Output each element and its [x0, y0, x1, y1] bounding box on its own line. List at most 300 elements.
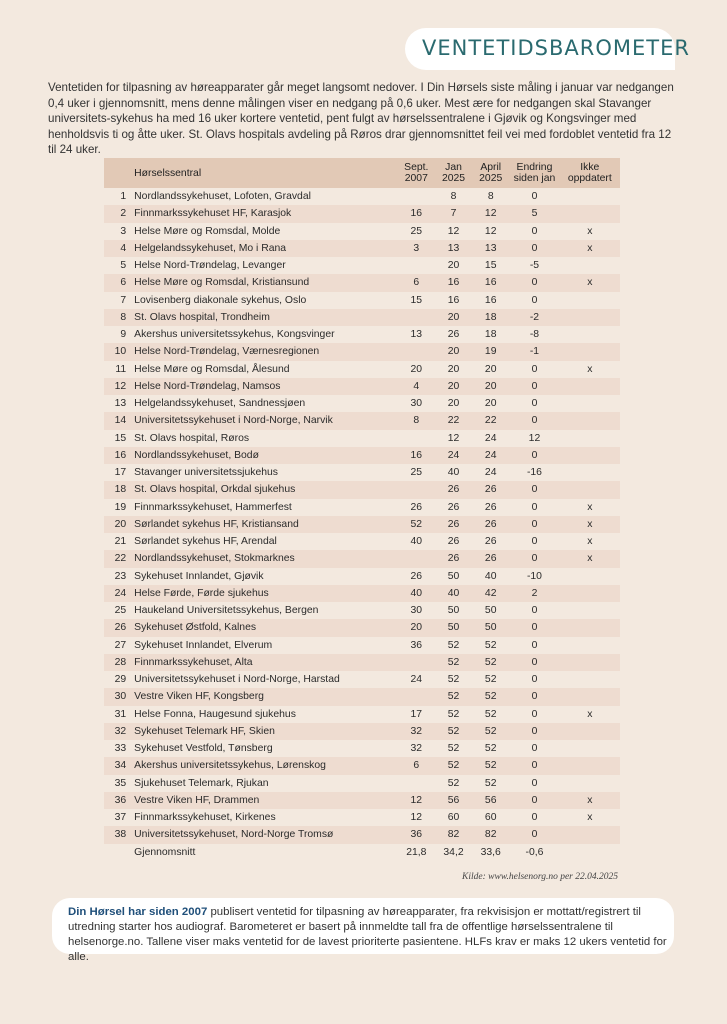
cell-ikke-oppdatert: x: [560, 516, 620, 533]
cell-name: Helse Møre og Romsdal, Ålesund: [134, 361, 398, 378]
table-row: [104, 274, 620, 291]
cell-ikke-oppdatert: x: [560, 706, 620, 723]
cell-sept2007: 3: [398, 240, 435, 257]
cell-ikke-oppdatert: x: [560, 809, 620, 826]
cell-number: 15: [104, 430, 134, 447]
cell-name: Universitetssykehuset i Nord-Norge, Harstad: [134, 671, 398, 688]
cell-ikke-oppdatert: [560, 378, 620, 395]
cell-number: 33: [104, 740, 134, 757]
cell-number: 19: [104, 499, 134, 516]
table-row: [104, 343, 620, 360]
cell-number: 5: [104, 257, 134, 274]
footer-strong: Din Hørsel har siden 2007: [68, 906, 208, 918]
cell-april2025: 52: [472, 671, 509, 688]
cell-jan2025: 20: [435, 309, 472, 326]
cell-april2025: 52: [472, 706, 509, 723]
cell-jan2025: 16: [435, 274, 472, 291]
cell-number: 21: [104, 533, 134, 550]
cell-name: St. Olavs hospital, Trondheim: [134, 309, 398, 326]
cell-april2025: 40: [472, 568, 509, 585]
cell-jan2025: 50: [435, 602, 472, 619]
cell-name: Helgelandssykehuset, Mo i Rana: [134, 240, 398, 257]
table-row: [104, 395, 620, 412]
cell-jan2025: 52: [435, 671, 472, 688]
header-name: Hørselssentral: [134, 158, 398, 188]
cell-endring: -5: [509, 257, 559, 274]
cell-endring: 0: [509, 533, 559, 550]
cell-april2025: 13: [472, 240, 509, 257]
cell-number: 23: [104, 568, 134, 585]
cell-name: Akershus universitetssykehus, Kongsvinger: [134, 326, 398, 343]
table-row: [104, 257, 620, 274]
cell-jan2025: 52: [435, 757, 472, 774]
source-note: Kilde: www.helsenorg.no per 22.04.2025: [462, 872, 618, 882]
cell-jan2025: 12: [435, 430, 472, 447]
cell-endring: 0: [509, 378, 559, 395]
cell-april2025: 26: [472, 550, 509, 567]
cell-name: Sørlandet sykehus HF, Kristiansand: [134, 516, 398, 533]
table-row: [104, 550, 620, 567]
cell-number: 13: [104, 395, 134, 412]
cell-name: Finnmarkssykehuset, Hammerfest: [134, 499, 398, 516]
cell-name: Nordlandssykehuset, Stokmarknes: [134, 550, 398, 567]
cell-number: 4: [104, 240, 134, 257]
cell-number: 36: [104, 792, 134, 809]
table-row: [104, 223, 620, 240]
cell-number: 16: [104, 447, 134, 464]
cell-number: 31: [104, 706, 134, 723]
cell-ikke-oppdatert: x: [560, 223, 620, 240]
table-row: [104, 740, 620, 757]
cell-april2025: 50: [472, 602, 509, 619]
cell-sept2007: 20: [398, 619, 435, 636]
cell-name: Nordlandssykehuset, Lofoten, Gravdal: [134, 188, 398, 205]
cell-sept2007: 40: [398, 585, 435, 602]
cell-endring: 0: [509, 361, 559, 378]
cell-april2025: 56: [472, 792, 509, 809]
cell-name: Lovisenberg diakonale sykehus, Oslo: [134, 292, 398, 309]
table-row: [104, 464, 620, 481]
cell-endring: 0: [509, 671, 559, 688]
cell-name: Universitetssykehuset i Nord-Norge, Narvik: [134, 412, 398, 429]
cell-ikke-oppdatert: [560, 481, 620, 498]
cell-jan2025: 12: [435, 223, 472, 240]
table-row: [104, 809, 620, 826]
cell-endring: 0: [509, 602, 559, 619]
cell-jan2025: 40: [435, 464, 472, 481]
cell-number: 9: [104, 326, 134, 343]
cell-endring: 0: [509, 809, 559, 826]
cell-endring: 0: [509, 757, 559, 774]
cell-sept2007: 12: [398, 809, 435, 826]
cell-ikke-oppdatert: [560, 188, 620, 205]
cell-endring: 0: [509, 274, 559, 291]
cell-name: Helgelandssykehuset, Sandnessjøen: [134, 395, 398, 412]
cell-number: 30: [104, 688, 134, 705]
cell-jan2025: 20: [435, 257, 472, 274]
cell-name: Finnmarkssykehuset, Alta: [134, 654, 398, 671]
cell-sept2007: 13: [398, 326, 435, 343]
cell-ikke-oppdatert: [560, 447, 620, 464]
cell-endring: 0: [509, 723, 559, 740]
cell-sept2007: 52: [398, 516, 435, 533]
cell-april2025: 26: [472, 499, 509, 516]
cell-number: 26: [104, 619, 134, 636]
cell-name: Helse Nord-Trøndelag, Værnesregionen: [134, 343, 398, 360]
cell-april2025: 52: [472, 740, 509, 757]
cell-jan2025: 26: [435, 533, 472, 550]
cell-ikke-oppdatert: [560, 343, 620, 360]
cell-ikke-oppdatert: [560, 637, 620, 654]
cell-jan2025: 20: [435, 361, 472, 378]
table-row: [104, 326, 620, 343]
cell-ikke-oppdatert: [560, 619, 620, 636]
cell-april2025: 22: [472, 412, 509, 429]
cell-number: 38: [104, 826, 134, 843]
cell-number: 37: [104, 809, 134, 826]
cell-jan2025: 52: [435, 740, 472, 757]
cell-endring: 0: [509, 637, 559, 654]
cell-sept2007: 30: [398, 395, 435, 412]
cell-jan2025: 24: [435, 447, 472, 464]
cell-name: Sjukehuset Telemark, Rjukan: [134, 775, 398, 792]
cell-ikke-oppdatert: x: [560, 550, 620, 567]
cell-sept2007: 36: [398, 637, 435, 654]
cell-sept2007: 36: [398, 826, 435, 843]
cell-endring: -1: [509, 343, 559, 360]
cell-jan2025: 52: [435, 775, 472, 792]
cell-april2025: 18: [472, 326, 509, 343]
cell-april2025: 52: [472, 637, 509, 654]
cell-endring: 0: [509, 395, 559, 412]
table-row: [104, 619, 620, 636]
table-row: [104, 775, 620, 792]
cell-april2025: 19: [472, 343, 509, 360]
cell-sept2007: 6: [398, 757, 435, 774]
cell-april2025: 52: [472, 723, 509, 740]
cell-jan2025: 52: [435, 723, 472, 740]
cell-ikke-oppdatert: x: [560, 240, 620, 257]
cell-endring: -10: [509, 568, 559, 585]
cell-ikke-oppdatert: [560, 257, 620, 274]
table-row: [104, 706, 620, 723]
header-april2025: April 2025: [472, 158, 509, 188]
table-row: [104, 637, 620, 654]
cell-name: Haukeland Universitetssykehus, Bergen: [134, 602, 398, 619]
cell-april2025: 24: [472, 447, 509, 464]
table-row: [104, 757, 620, 774]
cell-jan2025: 22: [435, 412, 472, 429]
cell-number: 6: [104, 274, 134, 291]
cell-number: 10: [104, 343, 134, 360]
cell-number: 25: [104, 602, 134, 619]
table-row: [104, 792, 620, 809]
cell-sept2007: 6: [398, 274, 435, 291]
cell-endring: 2: [509, 585, 559, 602]
cell-number: 35: [104, 775, 134, 792]
average-label: Gjennomsnitt: [134, 844, 398, 861]
cell-ikke-oppdatert: x: [560, 274, 620, 291]
cell-april2025: 24: [472, 430, 509, 447]
cell-april2025: 20: [472, 378, 509, 395]
cell-number: [104, 844, 134, 861]
cell-endring: 12: [509, 430, 559, 447]
cell-ikke-oppdatert: [560, 757, 620, 774]
cell-sept2007: 25: [398, 223, 435, 240]
table-row: [104, 671, 620, 688]
cell-sept2007: 16: [398, 205, 435, 222]
cell-ikke-oppdatert: x: [560, 792, 620, 809]
cell-ikke-oppdatert: [560, 585, 620, 602]
cell-april2025: 52: [472, 775, 509, 792]
cell-april2025: 20: [472, 395, 509, 412]
cell-number: 14: [104, 412, 134, 429]
cell-jan2025: 26: [435, 481, 472, 498]
cell-ikke-oppdatert: [560, 775, 620, 792]
cell-name: Vestre Viken HF, Drammen: [134, 792, 398, 809]
cell-sept2007: 4: [398, 378, 435, 395]
cell-ikke-oppdatert: [560, 568, 620, 585]
table-row: [104, 499, 620, 516]
cell-name: Sykehuset Innlandet, Elverum: [134, 637, 398, 654]
cell-sept2007: 16: [398, 447, 435, 464]
cell-ikke-oppdatert: [560, 826, 620, 843]
cell-name: Helse Fonna, Haugesund sjukehus: [134, 706, 398, 723]
cell-name: Sørlandet sykehus HF, Arendal: [134, 533, 398, 550]
footer-body: publisert ventetid for tilpasning av høreapparater, fra rekvisisjon er mottatt/registrert til utredning starter hos audiograf. Barometeret er basert på innmeldte tall fra de offentlige hørselssentralene til helsenorge.no. Tallene viser maks ventetid for de lavest prioriterte pasientene. HLFs krav er maks 12 ukers ventetid for alle.: [68, 906, 667, 963]
cell-number: 3: [104, 223, 134, 240]
cell-endring: -8: [509, 326, 559, 343]
table-row: [104, 826, 620, 843]
cell-number: 29: [104, 671, 134, 688]
cell-number: 7: [104, 292, 134, 309]
header-number: [104, 158, 134, 188]
cell-ikke-oppdatert: [560, 309, 620, 326]
cell-sept2007: [398, 343, 435, 360]
table-row: [104, 533, 620, 550]
cell-jan2025: 13: [435, 240, 472, 257]
cell-endring: 0: [509, 775, 559, 792]
cell-endring: 0: [509, 223, 559, 240]
cell-endring: 0: [509, 481, 559, 498]
cell-ikke-oppdatert: [560, 326, 620, 343]
waiting-time-table: [104, 158, 620, 861]
cell-april2025: 26: [472, 481, 509, 498]
cell-number: 8: [104, 309, 134, 326]
table-row: [104, 240, 620, 257]
cell-april2025: 52: [472, 757, 509, 774]
cell-number: 11: [104, 361, 134, 378]
table-row: [104, 188, 620, 205]
average-endring: -0,6: [509, 844, 559, 861]
cell-april2025: 20: [472, 361, 509, 378]
cell-name: Nordlandssykehuset, Bodø: [134, 447, 398, 464]
cell-ikke-oppdatert: [560, 395, 620, 412]
cell-name: Stavanger universitetssjukehus: [134, 464, 398, 481]
cell-ikke-oppdatert: x: [560, 361, 620, 378]
table-row: [104, 292, 620, 309]
cell-jan2025: 26: [435, 516, 472, 533]
cell-endring: 0: [509, 516, 559, 533]
cell-number: 34: [104, 757, 134, 774]
cell-sept2007: 30: [398, 602, 435, 619]
cell-number: 2: [104, 205, 134, 222]
cell-number: 18: [104, 481, 134, 498]
table-row: [104, 309, 620, 326]
cell-jan2025: 20: [435, 343, 472, 360]
cell-name: Vestre Viken HF, Kongsberg: [134, 688, 398, 705]
table-row: [104, 430, 620, 447]
table-row: [104, 568, 620, 585]
cell-name: Sykehuset Vestfold, Tønsberg: [134, 740, 398, 757]
cell-ikke-oppdatert: [560, 602, 620, 619]
cell-number: 24: [104, 585, 134, 602]
table-row: [104, 412, 620, 429]
cell-sept2007: 40: [398, 533, 435, 550]
cell-ikke-oppdatert: x: [560, 499, 620, 516]
cell-april2025: 42: [472, 585, 509, 602]
average-april2025: 33,6: [472, 844, 509, 861]
cell-sept2007: [398, 309, 435, 326]
cell-april2025: 12: [472, 223, 509, 240]
cell-sept2007: 26: [398, 568, 435, 585]
cell-endring: 0: [509, 240, 559, 257]
cell-sept2007: 24: [398, 671, 435, 688]
cell-jan2025: 56: [435, 792, 472, 809]
cell-endring: -2: [509, 309, 559, 326]
cell-endring: 0: [509, 447, 559, 464]
table-row: [104, 205, 620, 222]
cell-ikke-oppdatert: [560, 205, 620, 222]
cell-endring: 0: [509, 412, 559, 429]
cell-name: Helse Nord-Trøndelag, Namsos: [134, 378, 398, 395]
cell-april2025: 52: [472, 654, 509, 671]
cell-sept2007: 32: [398, 723, 435, 740]
cell-ikke-oppdatert: [560, 654, 620, 671]
cell-ikke-oppdatert: [560, 688, 620, 705]
cell-endring: 0: [509, 688, 559, 705]
cell-sept2007: 12: [398, 792, 435, 809]
cell-sept2007: [398, 430, 435, 447]
cell-jan2025: 52: [435, 688, 472, 705]
cell-name: Universitetssykehuset, Nord-Norge Tromsø: [134, 826, 398, 843]
cell-jan2025: 52: [435, 637, 472, 654]
cell-ikke-oppdatert: [560, 430, 620, 447]
cell-jan2025: 26: [435, 550, 472, 567]
cell-endring: 0: [509, 792, 559, 809]
cell-number: 32: [104, 723, 134, 740]
cell-name: Sykehuset Innlandet, Gjøvik: [134, 568, 398, 585]
average-jan2025: 34,2: [435, 844, 472, 861]
cell-ikke-oppdatert: [560, 412, 620, 429]
cell-april2025: 15: [472, 257, 509, 274]
cell-sept2007: [398, 188, 435, 205]
cell-jan2025: 52: [435, 654, 472, 671]
header-ikke-oppdatert: Ikke oppdatert: [560, 158, 620, 188]
cell-sept2007: 20: [398, 361, 435, 378]
cell-name: Sykehuset Østfold, Kalnes: [134, 619, 398, 636]
table-header-row: [104, 158, 620, 188]
table-row: [104, 516, 620, 533]
cell-jan2025: 60: [435, 809, 472, 826]
cell-endring: 0: [509, 499, 559, 516]
table-row: [104, 361, 620, 378]
cell-sept2007: [398, 257, 435, 274]
cell-april2025: 50: [472, 619, 509, 636]
cell-ikke-oppdatert: [560, 671, 620, 688]
cell-april2025: 52: [472, 688, 509, 705]
footer-text: [68, 905, 668, 965]
page-title: VENTETIDSBAROMETER: [422, 36, 690, 60]
cell-sept2007: 17: [398, 706, 435, 723]
cell-sept2007: [398, 654, 435, 671]
table-row: [104, 688, 620, 705]
average-sept2007: 21,8: [398, 844, 435, 861]
cell-sept2007: [398, 688, 435, 705]
table-row: [104, 723, 620, 740]
cell-jan2025: 26: [435, 326, 472, 343]
cell-endring: 0: [509, 654, 559, 671]
table-row: [104, 585, 620, 602]
cell-name: Helse Møre og Romsdal, Kristiansund: [134, 274, 398, 291]
cell-endring: 0: [509, 740, 559, 757]
cell-jan2025: 82: [435, 826, 472, 843]
cell-jan2025: 7: [435, 205, 472, 222]
cell-april2025: 26: [472, 516, 509, 533]
cell-endring: -16: [509, 464, 559, 481]
cell-endring: 0: [509, 292, 559, 309]
cell-name: Helse Førde, Førde sjukehus: [134, 585, 398, 602]
cell-number: 22: [104, 550, 134, 567]
cell-endring: 0: [509, 826, 559, 843]
cell-april2025: 12: [472, 205, 509, 222]
cell-sept2007: 26: [398, 499, 435, 516]
cell-endring: 0: [509, 619, 559, 636]
cell-name: Finnmarkssykehuset HF, Karasjok: [134, 205, 398, 222]
table-body: [104, 188, 620, 861]
cell-number: 1: [104, 188, 134, 205]
cell-jan2025: 26: [435, 499, 472, 516]
table-row: [104, 481, 620, 498]
table-row: [104, 602, 620, 619]
cell-ikke-oppdatert: [560, 844, 620, 861]
cell-sept2007: 15: [398, 292, 435, 309]
cell-april2025: 82: [472, 826, 509, 843]
cell-endring: 0: [509, 550, 559, 567]
cell-jan2025: 8: [435, 188, 472, 205]
cell-ikke-oppdatert: x: [560, 533, 620, 550]
header-sept2007: Sept. 2007: [398, 158, 435, 188]
cell-sept2007: [398, 481, 435, 498]
cell-name: Sykehuset Telemark HF, Skien: [134, 723, 398, 740]
cell-jan2025: 52: [435, 706, 472, 723]
cell-ikke-oppdatert: [560, 292, 620, 309]
average-row: [104, 844, 620, 861]
cell-name: St. Olavs hospital, Røros: [134, 430, 398, 447]
cell-jan2025: 50: [435, 619, 472, 636]
header-endring: Endring siden jan: [509, 158, 559, 188]
cell-jan2025: 20: [435, 395, 472, 412]
cell-name: Akershus universitetssykehus, Lørenskog: [134, 757, 398, 774]
cell-endring: 0: [509, 706, 559, 723]
cell-name: Helse Møre og Romsdal, Molde: [134, 223, 398, 240]
intro-paragraph: Ventetiden for tilpasning av høreapparater går meget langsomt nedover. I Din Hørsels siste måling i januar var nedgangen 0,4 uker i gjennomsnitt, mens denne målingen viser en nedgang på 0,6 uker. Mest ære for nedgangen skal Stavanger universitets-sykehus ha med 16 uker kortere ventetid, pent fulgt av hørselssentralene i Gjøvik og Kongsvinger med henholdsvis ti og åtte uker. St. Olavs hospitals avdeling på Røros drar gjennomsnittet feil vei med fordoblet ventetid fra 12 til 24 uker.: [48, 81, 674, 156]
cell-number: 28: [104, 654, 134, 671]
cell-endring: 0: [509, 188, 559, 205]
cell-april2025: 16: [472, 292, 509, 309]
cell-sept2007: 25: [398, 464, 435, 481]
cell-name: Helse Nord-Trøndelag, Levanger: [134, 257, 398, 274]
